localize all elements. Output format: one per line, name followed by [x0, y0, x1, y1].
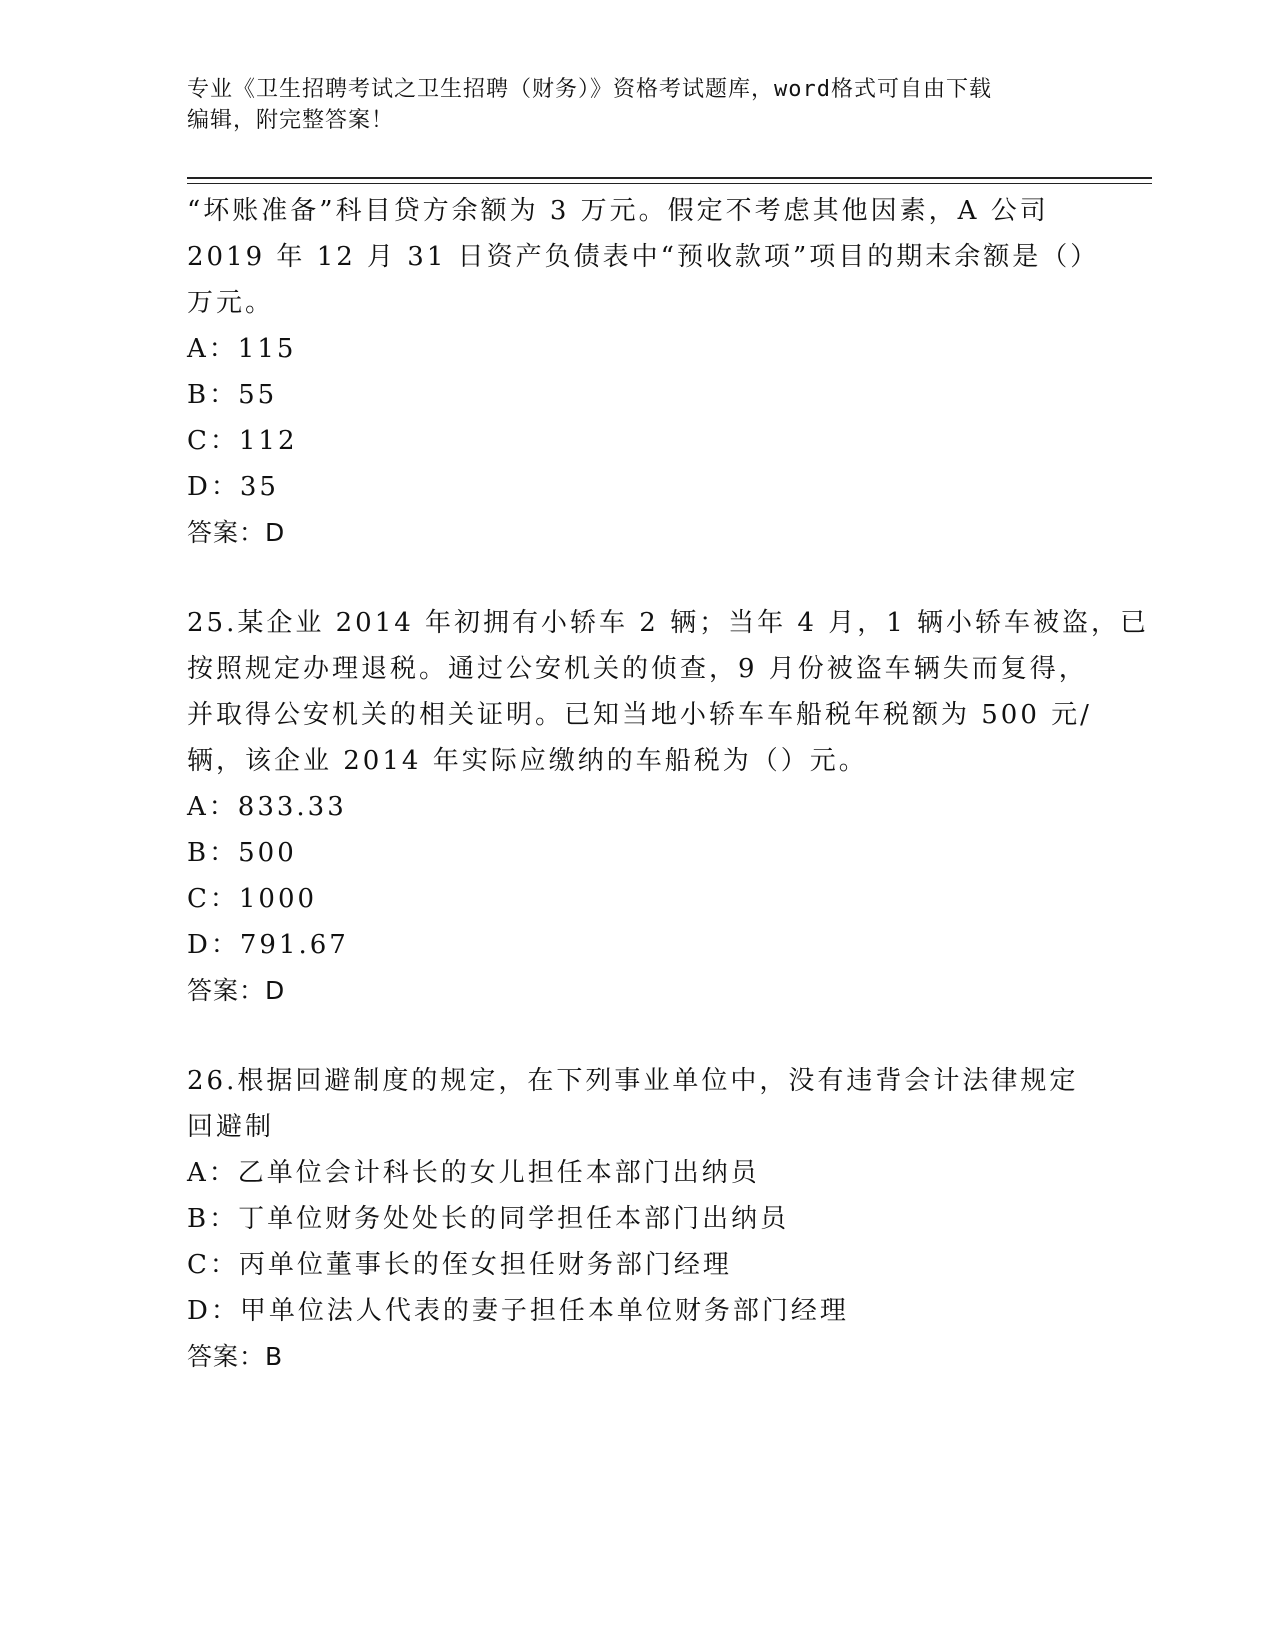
question-text-line: 2019 年 12 月 31 日资产负债表中“预收款项”项目的期末余额是（）: [187, 242, 1100, 272]
question-text-line: “坏账准备”科目贷方余额为 3 万元。假定不考虑其他因素，A 公司: [187, 196, 1049, 226]
option-c: C：112: [187, 426, 298, 456]
answer-label: 答案：D: [187, 976, 286, 1005]
option-d: D：791.67: [187, 930, 349, 960]
answer-label: 答案：D: [187, 518, 286, 547]
document-header: [187, 74, 1067, 136]
header-line-2: 编辑，附完整答案！: [187, 108, 395, 133]
option-b: B：丁单位财务处处长的同学担任本部门出纳员: [187, 1204, 790, 1234]
question-text-line: 25.某企业 2014 年初拥有小轿车 2 辆；当年 4 月，1 辆小轿车被盗，已: [187, 608, 1149, 638]
question-text-line: 万元。: [187, 288, 275, 318]
option-b: B：500: [187, 838, 297, 868]
option-a: A：乙单位会计科长的女儿担任本部门出纳员: [187, 1158, 760, 1188]
question-text-line: 26.根据回避制度的规定，在下列事业单位中，没有违背会计法律规定: [187, 1066, 1079, 1096]
question-spacer: [187, 1014, 1087, 1058]
question-26: [187, 1058, 1087, 1380]
option-a: A：833.33: [187, 792, 347, 822]
question-24: [187, 188, 1100, 556]
header-line-1: 专业《卫生招聘考试之卫生招聘（财务）》资格考试题库，word格式可自由下载: [187, 77, 992, 102]
header-divider-thick: [187, 177, 1152, 179]
option-d: D：35: [187, 472, 279, 502]
question-25: [187, 600, 1149, 1014]
option-c: C：丙单位董事长的侄女担任财务部门经理: [187, 1250, 732, 1280]
question-spacer: [187, 556, 1087, 600]
option-d: D：甲单位法人代表的妻子担任本单位财务部门经理: [187, 1296, 849, 1326]
question-content: [187, 188, 1149, 1380]
answer-label: 答案：B: [187, 1342, 284, 1371]
option-c: C：1000: [187, 884, 318, 914]
question-text-line: 回避制: [187, 1112, 275, 1142]
option-b: B：55: [187, 380, 278, 410]
header-divider-thin: [187, 183, 1152, 184]
option-a: A：115: [187, 334, 297, 364]
question-text-line: 辆，该企业 2014 年实际应缴纳的车船税为（）元。: [187, 746, 868, 776]
question-text-line: 按照规定办理退税。通过公安机关的侦查，9 月份被盗车辆失而复得，: [187, 654, 1088, 684]
question-text-line: 并取得公安机关的相关证明。已知当地小轿车车船税年税额为 500 元/: [187, 700, 1092, 730]
